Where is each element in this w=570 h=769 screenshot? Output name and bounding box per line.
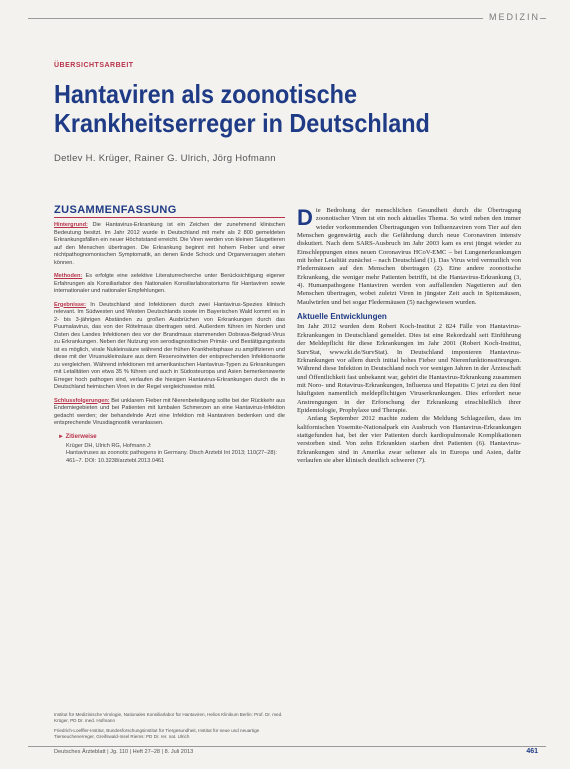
citation-authors: Krüger DH, Ulrich RG, Hofmann J: [66,443,152,449]
results-text: In Deutschland sind Infektionen durch zwei Hantavirus-Spezies klinisch relevant. Im Südwesten und Westen Deutschlands sowie im Bayerischen Wald kommt es in 2- bis 3-jährigen Abständen zu großen Ausbrüchen von Erkrankungen durch das Puumalavirus, das von der Rötelmaus übertragen wird. Außerdem führen im Norden und Osten des Landes Infektionen des vor der Brandmaus stammenden Dobrava-Belgrad-Virus zu Erkrankungen. Neben der Nutzung von serodiagnostischen Primär- und Bestätigungstests ist es möglich, virale Nukleinsäure während der frühen Krankheitsphase zu amplifizieren und diese mit der Virusnukleinsäure aus dem Reservoirwirten der entsprechenden Infektionsorte zu vergleichen. Während infektionen mit amerikanischen Hantavirus-Typen zu Erkrankungen mit Letalitäten von etwa 35 % führen und auch in Südosteuropa und Asien bemerkenswerte Erreger hoch pathogen sind, verlaufen die hiesigen Hantavirus-Erkrankungen durch die in Deutschland heimischen Viren in der Regel vergleichsweise mild. [54,301,285,390]
page-number: 461 [526,748,538,755]
affiliation-1: Institut für Medizinische Virologie, Nationales Konsiliarlabor für Hantaviren, Helios Klinikum Berlin: Prof. Dr. med. Krüger, PD Dr. med. Hofmann [54,712,283,724]
section-label: MEDIZIN [483,12,540,22]
citation-text: Hantaviruses as zoonotic pathogens in Germany. Dtsch Arztebl Int 2013; 110(27–28): 461–7. DOI: 10.3238/arztebl.2013.0461 [66,450,277,464]
body-column [297,207,521,465]
article-title [54,80,477,138]
results-label: Ergebnisse: [54,301,87,308]
affiliation-2: Friedrich-Loeffler-Institut, Bundesforschungsinstitut für Tiergesundheit, Institut für neue und neuartige Tierseuchenerreger, Greifswald-Insel Riems: PD Dr. rer. nat. Ulrich [54,727,260,739]
methods-label: Methoden: [54,273,83,279]
header-rule [28,18,546,19]
summary-box [54,204,285,465]
conclusions-text: Bei unklarem Fieber mit Nierenbeteiligung sollte bei der Rückkehr aus Endemiegebieten und bei Patienten mit lumbalen Schmerzen an eine Hantavirus-Infektion gedacht werden; der behandelnde Arzt eine Infektion mit Hantaviren bedenken und die entsprechende Virusdiagnostik veranlassen. [54,397,285,426]
summary-results [54,302,285,392]
title-line-1: Hantaviren als zoonotische [54,79,357,109]
methods-text: Es erfolgte eine selektive Literaturrecherche unter Berücksichtigung eigener Erfahrungen als Konsiliarlabor des Nationalen Konsiliarlaboratoriums für Hantaviren sowie internationaler und nationaler Empfehlungen. [54,273,285,294]
article-kicker: ÜBERSICHTSARBEIT [54,62,134,69]
citation-body [66,443,285,465]
title-line-2: Krankheitserreger in Deutschland [54,108,430,138]
background-label: Hintergrund: [54,222,88,228]
affiliations [54,712,289,743]
developments-paragraph-2: Anfang September 2012 machte zudem die Meldung Schlagzeilen, dass im kalifornischen Yosemite-Nationalpark ein Ausbruch von Hantavirus-Erkrankungen stattgefunden hat, bei der vier Patienten durch kardiopulmonale Komplikationen verstorben sind. Von zehn Erkrankten starben drei Patienten (6). Hantavirus-Erkrankungen sind in Amerika zwar seltener als in Europa und Asien, dafür verlaufen sie aber klinisch deutlich schwerer (7). [297,415,521,464]
conclusions-label: Schlussfolgerungen: [54,397,110,404]
journal-reference: Deutsches Ärzteblatt | Jg. 110 | Heft 27–28 | 8. Juli 2013 [54,749,194,755]
footer-rule [28,746,546,747]
developments-paragraph-1: Im Jahr 2012 wurden dem Robert Koch-Institut 2 824 Fälle von Hantavirus-Erkrankungen in Deutschland gemeldet. Dies ist eine Rekordzahl seit Einführung der Meldepflicht für diese Erkrankungen im Jahr 2001 (Robert Koch-Institut, SurvStat, www.rki.de/SurvStat). In Deutschland imponieren Hantavirus-Erkrankungen vor allem durch initial hohes Fieber und Nierenfunktionsstörungen. Während diese Infektion in Deutschland noch vor wenigen Jahren in der Ärzteschaft und Öffentlichkeit fast unbekannt war, gehört die Hantavirus-Erkrankung zusammen mit Noro- und Rotavirus-Erkrankungen, Influenza und Hepatitis C jetzt zu den fünf häufigsten namentlich meldepflichtigen Viruserkrankungen. Dies erfordert neue Anstrengungen in der Erforschung der Erkrankung einschließlich ihrer Epidemiologie, Prophylaxe und Therapie. [297,323,521,414]
citation-heading: ► Zitierweise [58,433,97,440]
background-text: Die Hantavirus-Erkrankung ist ein Zeichen der zunehmend klinischen Bedeutung besitzt. Im Jahr 2012 wurde in Deutschland mit mehr als 2 800 gemeldeten Erkrankungsfällen ein neuer Höchststand erreicht. Die Viren werden von kleinen Säugetieren auf den Menschen übertragen. Die Erkrankung beginnt mit hohem Fieber und einer nichtpathognomonischen Symptomatik, an denen Ende Schock und Organversagen stehen können. [54,222,285,266]
drop-cap: D [297,205,313,230]
intro-paragraph [297,207,521,307]
summary-methods [54,273,285,296]
subheading-developments: Aktuelle Entwicklungen [297,312,387,322]
summary-background [54,222,285,267]
article-authors: Detlev H. Krüger, Rainer G. Ulrich, Jörg Hofmann [54,153,276,164]
summary-conclusions [54,398,285,428]
summary-rule [54,217,285,219]
summary-heading: ZUSAMMENFASSUNG [54,204,177,216]
intro-text: ie Bedrohung der menschlichen Gesundheit durch die Übertragung zoonotischer Viren ist ein noch aktuelles Thema. So wird neben den immer wieder vorkommenden Übertragungen von Influenzaviren vom Tier auf den Menschen gegenwärtig auch die Gefährdung durch neue Coronaviren intensiv diskutiert. Nach dem SARS-Ausbruch im Jahr 2003 kam es erst jüngst wieder zu Einschleppungen eines neuen Coronavirus HCoV-EMC – bei Lungenerkrankungen mit hoher Letalität zunächst – nach Deutschland (1). Das Virus wird vermutlich von Fledermäusen auf den Menschen übertragen (2). Eine andere zoonotische Erkrankung, die weniger mehr Patienten betrifft, ist die Hantavirus-Erkrankung (3, 4). Humanpathogene Hantaviren werden von auffallenden Nagetieren auf den Menschen übertragen, wobei zuletzt Viren in jüngster Zeit auch in Spitzmäusen, Maulwürfen und bei sogar Fledermäusen (5) nachgewiesen wurden. [297,207,521,306]
